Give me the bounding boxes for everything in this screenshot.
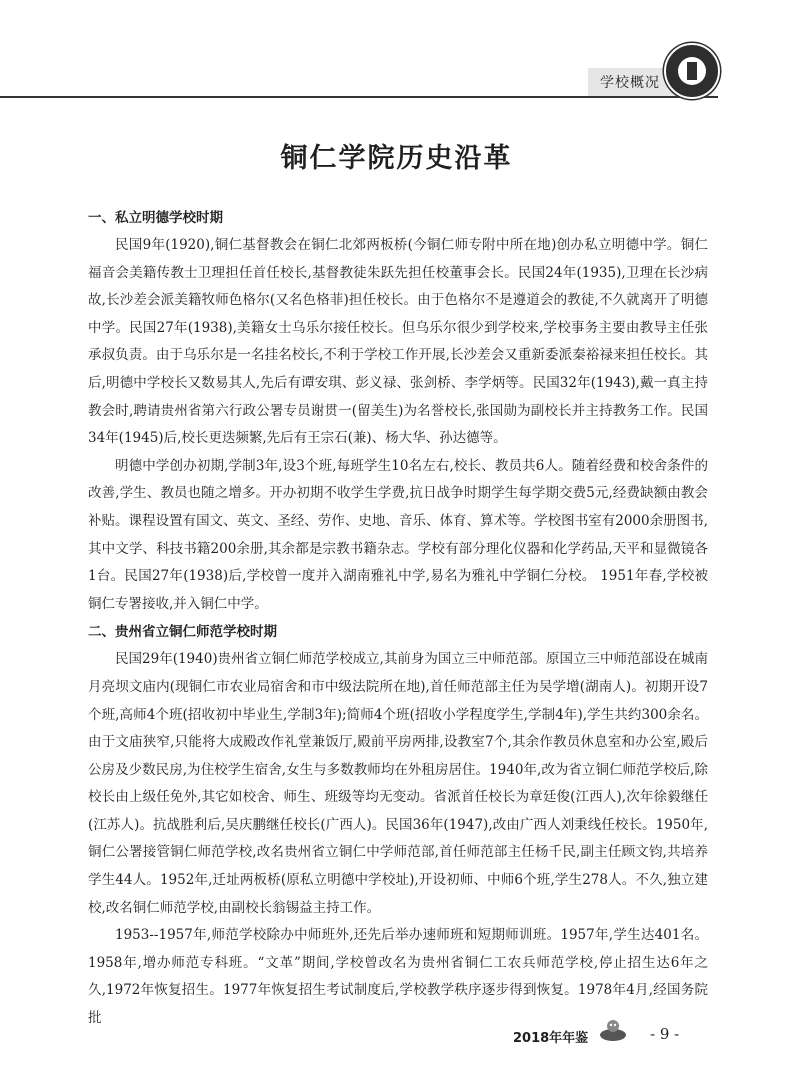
header-rule bbox=[0, 96, 718, 98]
paragraph: 1953--1957年,师范学校除办中师班外,还先后举办速师班和短期师训班。1957年,学生达401名。1958年,增办师范专科班。“文革”期间,学校曾改名为贵州省铜仁工农兵师范学校,停止招生达6年之久,1972年恢复招生。1977年恢复招生考试制度后,学校教学秩序逐步得到恢复。1978年4月,经国务院批 bbox=[88, 927, 708, 1027]
paragraph: 民国29年(1940)贵州省立铜仁师范学校成立,其前身为国立三中师范部。原国立三中师范部设在城南月亮坝文庙内(现铜仁市农业局宿舍和市中级法院所在地),首任师范部主任为吴学增(湖南人)。初期开设7个班,高师4个班(招收初中毕业生,学制3年);简师4个班(招收小学程度学生,学制4年),学生共约300余名。由于文庙狭窄,只能将大成殿改作礼堂兼饭厅,殿前平房两排,设教室7个,其余作教员休息室和办公室,殿后公房及少数民房,为住校学生宿舍,女生与多数教师均在外租房居住。1940年,改为省立铜仁师范学校后,除校长由上级任免外,其它如校舍、师生、班级等均无变动。省派首任校长为章廷俊(江西人),次年徐毅继任(江苏人)。抗战胜利后,吴庆鹏继任校长(广西人)。民国36年(1947),改由广西人刘秉线任校长。1950年,铜仁公署接管铜仁师范学校,改名贵州省立铜仁中学师范部,首任师范部主任杨千民,副主任顾文钧,共培养学生44人。1952年,迁址两板桥(原私立明德中学校址),开设初师、中师6个班,学生278人。不久,独立建校,改名铜仁师范学校,由副校长翁锡益主持工作。 bbox=[88, 651, 708, 916]
section-1 bbox=[88, 204, 708, 618]
section-heading: 一、私立明德学校时期 bbox=[88, 210, 223, 226]
header-section-label: 学校概况 bbox=[600, 75, 660, 91]
page-number: - 9 - bbox=[650, 1025, 680, 1043]
page-title: 铜仁学院历史沿革 bbox=[280, 143, 513, 174]
university-logo-icon bbox=[664, 43, 720, 99]
section-2 bbox=[88, 618, 708, 1032]
yearbook-label: 2018年年鉴 bbox=[513, 1031, 589, 1046]
paragraph: 明德中学创办初期,学制3年,设3个班,每班学生10名左右,校长、教员共6人。随着经费和校舍条件的改善,学生、教员也随之增多。开办初期不收学生学费,抗日战争时期学生每学期交费5元,经费缺额由教会补贴。课程设置有国文、英文、圣经、劳作、史地、音乐、体育、算术等。学校图书室有2000余册图书,其中文学、科技书籍200余册,其余都是宗教书籍杂志。学校有部分理化仪器和化学药品,天平和显微镜各1台。民国27年(1938)后,学校曾一度并入湖南雅礼中学,易名为雅礼中学铜仁分校。 1951年春,学校被铜仁专署接收,并入铜仁中学。 bbox=[88, 457, 708, 612]
section-heading: 二、贵州省立铜仁师范学校时期 bbox=[88, 624, 277, 641]
article-body bbox=[88, 204, 708, 1033]
yearbook-mascot-icon bbox=[598, 1017, 628, 1043]
paragraph: 民国9年(1920),铜仁基督教会在铜仁北郊两板桥(今铜仁师专附中所在地)创办私立明德中学。铜仁福音会美籍传教士卫理担任首任校长,基督教徒朱跃先担任校董事会长。民国24年(1935),卫理在长沙病故,长沙差会派美籍牧师色格尔(又名色格菲)担任校长。由于色格尔不是遵道会的教徒,不久就离开了明德中学。民国27年(1938),美籍女士乌乐尔接任校长。但乌乐尔很少到学校来,学校事务主要由教导主任张承叔负责。由于乌乐尔是一名挂名校长,不利于学校工作开展,长沙差会又重新委派秦裕禄来担任校长。其后,明德中学校长又数易其人,先后有谭安琪、彭义禄、张剑桥、李学炳等。民国32年(1943),戴一真主持教会时,聘请贵州省第六行政公署专员谢贯一(留美生)为名誉校长,张国勋为副校长并主持教务工作。民国34年(1945)后,校长更迭频繁,先后有王宗石(兼)、杨大华、孙达德等。 bbox=[88, 237, 708, 447]
